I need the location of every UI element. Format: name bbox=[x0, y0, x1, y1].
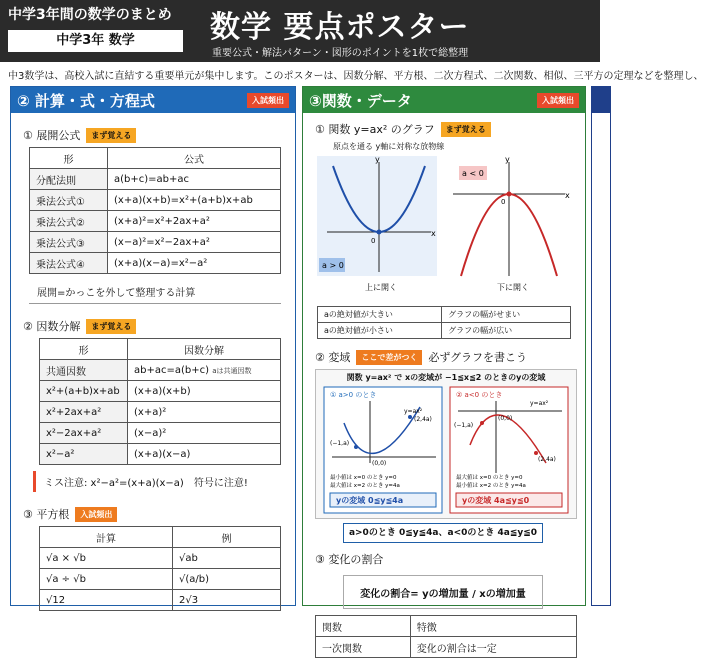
panel-functions bbox=[302, 86, 586, 655]
panel-functions-header bbox=[303, 87, 585, 113]
caption-up: 上に開く bbox=[365, 283, 397, 292]
min-note: 最小値は x=2 のとき y=4a bbox=[456, 483, 526, 489]
cell: x²−a² bbox=[40, 444, 128, 465]
cell: (x+a)(x−a)=x²−a² bbox=[108, 253, 281, 274]
parabola-graphs bbox=[303, 152, 585, 302]
cell: √a × √b bbox=[40, 548, 173, 569]
cell-note: aは共通因数 bbox=[212, 366, 252, 375]
case-right-label: ② a<0 のとき bbox=[456, 391, 503, 399]
domain-hint: 必ずグラフを書こう bbox=[428, 351, 528, 364]
cell: 乗法公式① bbox=[30, 190, 108, 211]
diff-tag: ここで差がつく bbox=[356, 350, 422, 365]
header-bar bbox=[0, 0, 600, 62]
rate-formula: 変化の割合= yの増加量 / xの増加量 bbox=[343, 575, 543, 609]
section-domain bbox=[315, 349, 585, 365]
y-label-right: y bbox=[505, 155, 510, 164]
cell: 変化の割合は一定 bbox=[410, 637, 576, 658]
cell bbox=[128, 360, 281, 381]
panel-functions-title: ③関数・データ bbox=[309, 91, 412, 110]
cell: a(b+c)=ab+ac bbox=[108, 169, 281, 190]
table-header: 形 bbox=[40, 339, 128, 360]
cell: √ab bbox=[172, 548, 280, 569]
curve-label-right: y=ax² bbox=[530, 400, 549, 407]
width-table bbox=[317, 306, 571, 339]
point-label: (−1,a) bbox=[330, 440, 350, 447]
panel-geometry-partial bbox=[591, 86, 611, 606]
section-expansion bbox=[23, 127, 295, 143]
section-rate bbox=[315, 551, 585, 567]
range-graphs-svg bbox=[316, 383, 576, 517]
table-row bbox=[40, 381, 281, 402]
cell: 分配法則 bbox=[30, 169, 108, 190]
section-parabola bbox=[315, 121, 585, 137]
panel-calc-title: ② 計算・式・方程式 bbox=[17, 91, 155, 110]
section-factoring bbox=[23, 318, 295, 334]
label-a-positive: a > 0 bbox=[322, 261, 344, 270]
cell: aの絶対値が小さい bbox=[318, 323, 442, 339]
domain-summary: a>0のとき 0≦y≦4a、a<0のとき 4a≦y≦0 bbox=[343, 523, 543, 543]
table-row bbox=[318, 323, 571, 339]
exam-tag: 入試頻出 bbox=[75, 507, 117, 522]
result-right: yの変域 4a≦y≦0 bbox=[462, 496, 530, 505]
panel-calc-header bbox=[11, 87, 295, 113]
table-header: 例 bbox=[172, 527, 280, 548]
max-note: 最大値は x=0 のとき y=0 bbox=[456, 475, 523, 481]
section-title: ① 関数 y=ax² のグラフ bbox=[315, 123, 435, 136]
point-label: (2,4a) bbox=[538, 456, 556, 463]
section-title: ② 変域 bbox=[315, 351, 351, 364]
label-a-negative: a < 0 bbox=[462, 169, 484, 178]
cell: (x+a)² bbox=[128, 402, 281, 423]
table-row bbox=[30, 190, 281, 211]
table-row bbox=[316, 637, 577, 658]
table-header: 形 bbox=[30, 148, 108, 169]
y-label-left: y bbox=[375, 155, 380, 164]
cell: 乗法公式④ bbox=[30, 253, 108, 274]
parabola-note: 原点を通る y軸に対称な放物線 bbox=[333, 142, 445, 151]
factoring-table bbox=[39, 338, 281, 465]
cell: x²+(a+b)x+ab bbox=[40, 381, 128, 402]
x-label-left: x bbox=[431, 229, 436, 238]
range-box bbox=[315, 369, 577, 519]
memorize-tag: まず覚える bbox=[86, 128, 136, 143]
cell: 2√3 bbox=[172, 590, 280, 611]
table-row bbox=[30, 211, 281, 232]
caption-down: 下に開く bbox=[497, 283, 529, 292]
expansion-note: 展開=かっこを外して整理する計算 bbox=[29, 280, 281, 304]
table-row bbox=[40, 548, 281, 569]
rate-table bbox=[315, 615, 577, 658]
memorize-tag: まず覚える bbox=[86, 319, 136, 334]
cell: √a ÷ √b bbox=[40, 569, 173, 590]
table-row bbox=[40, 402, 281, 423]
cell: (x+a)(x−a) bbox=[128, 444, 281, 465]
table-header: 計算 bbox=[40, 527, 173, 548]
table-row bbox=[30, 232, 281, 253]
cell: 乗法公式② bbox=[30, 211, 108, 232]
section-title: ① 展開公式 bbox=[23, 129, 81, 142]
origin-dot-left bbox=[377, 230, 382, 235]
section-sqrt bbox=[23, 506, 295, 522]
max-note: 最大値は x=2 のとき y=4a bbox=[330, 483, 400, 489]
memorize-tag: まず覚える bbox=[441, 122, 491, 137]
intro-text: 中3数学は、高校入試に直結する重要単元が集中します。このポスターは、因数分解、平方根、二次方程式、二次関数、相似、三平方の定理などを整理し、 bbox=[8, 71, 704, 82]
table-row bbox=[40, 590, 281, 611]
table-row bbox=[40, 444, 281, 465]
point-label: (2,4a) bbox=[414, 416, 432, 423]
cell: (x+a)(x+b)=x²+(a+b)x+ab bbox=[108, 190, 281, 211]
header-left bbox=[8, 4, 198, 52]
cell: x²−2ax+a² bbox=[40, 423, 128, 444]
range-box-title: 関数 y=ax² で xの変域が −1≦x≦2 のときのyの変域 bbox=[346, 373, 546, 382]
cell: x²+2ax+a² bbox=[40, 402, 128, 423]
section-title: ② 因数分解 bbox=[23, 320, 81, 333]
origin-dot-right bbox=[507, 192, 512, 197]
table-row bbox=[318, 307, 571, 323]
cell-text: ab+ac=a(b+c) bbox=[134, 364, 210, 376]
parabola-graphs-svg bbox=[303, 152, 585, 302]
table-row bbox=[30, 253, 281, 274]
cell: √12 bbox=[40, 590, 173, 611]
cell: (x−a)² bbox=[128, 423, 281, 444]
curve-label-left: y=ax² bbox=[404, 408, 423, 415]
header-left-title: 中学3年間の数学のまとめ bbox=[8, 7, 172, 23]
cell: (x+a)(x+b) bbox=[128, 381, 281, 402]
page-title: 数学 要点ポスター bbox=[210, 10, 470, 45]
factoring-warning: ミス注意: x²−a²=(x+a)(x−a) 符号に注意! bbox=[33, 471, 289, 492]
cell: (x+a)²=x²+2ax+a² bbox=[108, 211, 281, 232]
result-left: yの変域 0≦y≦4a bbox=[336, 496, 404, 505]
panel-calc bbox=[10, 86, 296, 606]
cell: 特徴 bbox=[410, 616, 576, 637]
table-row bbox=[40, 569, 281, 590]
exam-tag: 入試頻出 bbox=[247, 93, 289, 108]
point bbox=[408, 415, 412, 419]
x-label-right: x bbox=[565, 191, 570, 200]
table-row bbox=[316, 616, 577, 637]
cell: グラフの幅がせまい bbox=[442, 307, 571, 323]
section-title: ③ 変化の割合 bbox=[315, 553, 384, 566]
expansion-table bbox=[29, 147, 281, 274]
case-left-label: ① a>0 のとき bbox=[330, 391, 377, 399]
point-label: (−1,a) bbox=[454, 422, 474, 429]
cell: 一次関数 bbox=[316, 637, 411, 658]
point bbox=[534, 451, 538, 455]
table-header: 因数分解 bbox=[128, 339, 281, 360]
table-row bbox=[40, 423, 281, 444]
point bbox=[354, 445, 358, 449]
cell: 関数 bbox=[316, 616, 411, 637]
sqrt-table bbox=[39, 526, 281, 611]
panel-geometry-header bbox=[592, 87, 610, 113]
exam-tag: 入試頻出 bbox=[537, 93, 579, 108]
origin-label-left: 0 bbox=[371, 237, 376, 245]
table-header: 公式 bbox=[108, 148, 281, 169]
table-row bbox=[30, 169, 281, 190]
cell: (x−a)²=x²−2ax+a² bbox=[108, 232, 281, 253]
cell: 乗法公式③ bbox=[30, 232, 108, 253]
origin-label-right: 0 bbox=[501, 198, 506, 206]
cell: √(a/b) bbox=[172, 569, 280, 590]
table-row bbox=[40, 360, 281, 381]
cell: 共通因数 bbox=[40, 360, 128, 381]
cell: aの絶対値が大きい bbox=[318, 307, 442, 323]
section-title: ③ 平方根 bbox=[23, 508, 70, 521]
point bbox=[480, 421, 484, 425]
point-label: (0,0) bbox=[498, 415, 513, 422]
page-subtitle: 重要公式・解法パターン・図形のポイントを1枚で総整理 bbox=[212, 48, 469, 59]
min-note: 最小値は x=0 のとき y=0 bbox=[330, 475, 397, 481]
grade-badge: 中学3年 数学 bbox=[8, 30, 183, 52]
point-label: (0,0) bbox=[372, 460, 387, 467]
cell: グラフの幅が広い bbox=[442, 323, 571, 339]
